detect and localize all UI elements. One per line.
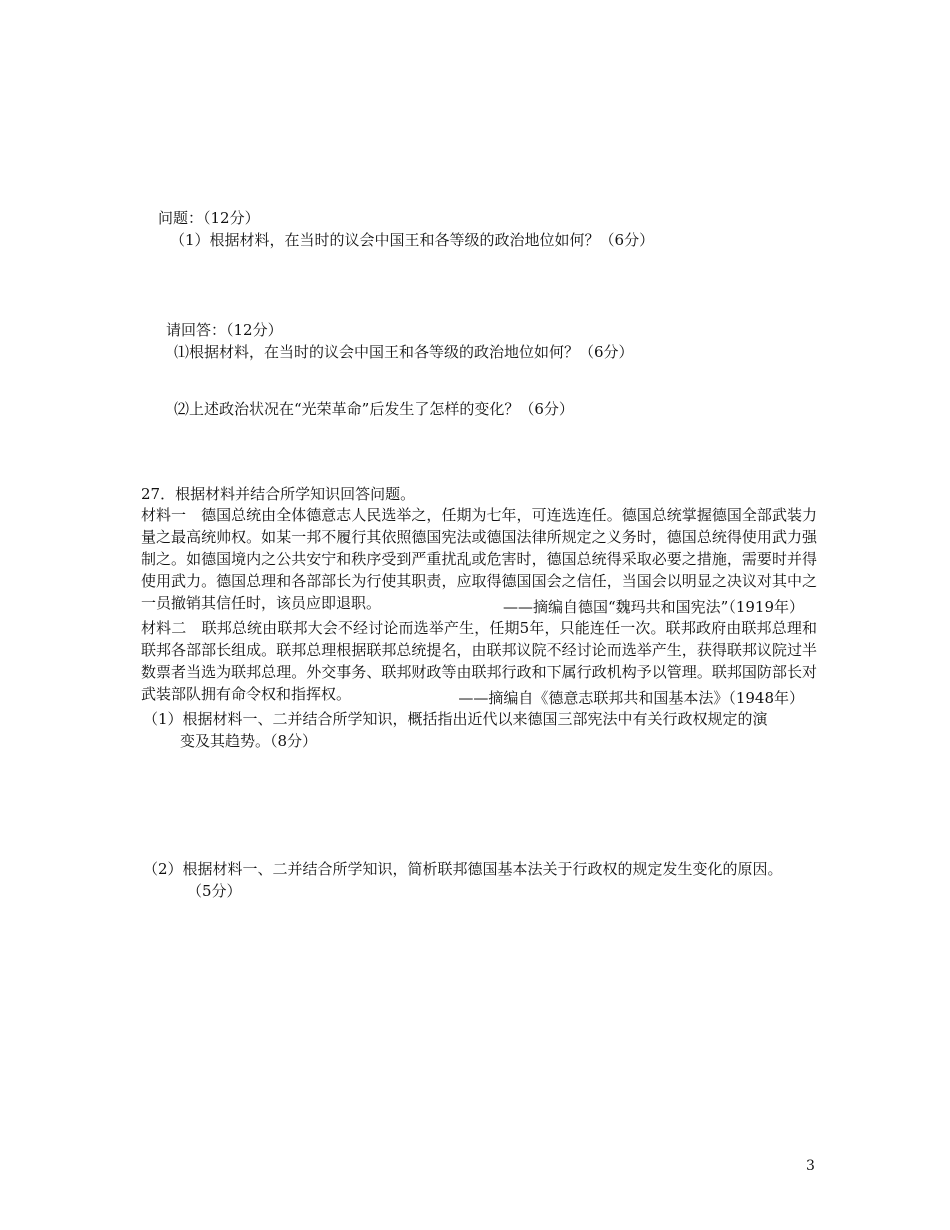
material-2-text: 材料二 联邦总统由联邦大会不经讨论而选举产生，任期5年，只能连任一次。联邦政府由联邦总理和联邦各部部长组成。联邦总理根据联邦总统提名，由联邦议院不经讨论而选举产生，获得联邦议院过半数票者当选为联邦总理。外交事务、联邦财政等由联邦行政和下属行政机构予以管理。联邦国防部长对武装部队拥有命令权和指挥权。 <box>141 619 817 703</box>
block2-question-1: ⑴根据材料，在当时的议会中国王和各等级的政治地位如何？（6分） <box>174 343 634 361</box>
material-1-text: 材料一 德国总统由全体德意志人民选举之，任期为七年，可连选连任。德国总统掌握德国全部武装力量之最高统帅权。如某一邦不履行其依照德国宪法或德国法律所规定之义务时，德国总统得使用武力强制之。如德国境内之公共安宁和秩序受到严重扰乱或危害时，德国总统得采取必要之措施，需要时并得使用武力。德国总理和各部部长为行使其职责，应取得德国国会之信任，当国会以明显之决议对其中之一员撤销其信任时，该员应即退职。 <box>141 506 817 612</box>
block2-question-2: ⑵上述政治状况在“光荣革命”后发生了怎样的变化？（6分） <box>174 400 574 418</box>
material-2-source: ——摘编自《德意志联邦共和国基本法》（1948年） <box>458 689 804 707</box>
page-number: 3 <box>806 1158 815 1174</box>
material-1-source: ——摘编自德国“魏玛共和国宪法”（1919年） <box>502 598 804 616</box>
sub-question-2-line-1: （2）根据材料一、二并结合所学知识，简析联邦德国基本法关于行政权的规定发生变化的原因。 <box>143 860 783 878</box>
sub-question-1-line-1: （1）根据材料一、二并结合所学知识，概括指出近代以来德国三部宪法中有关行政权规定的演 <box>143 710 768 728</box>
block1-heading: 问题：（12分） <box>158 209 260 227</box>
sub-question-2-line-2: （5分） <box>187 882 242 900</box>
sub-question-1-line-2: 变及其趋势。（8分） <box>180 732 318 750</box>
question-27-title: 27．根据材料并结合所学知识回答问题。 <box>141 485 416 503</box>
block1-question-1: （1）根据材料，在当时的议会中国王和各等级的政治地位如何？（6分） <box>170 231 655 249</box>
block2-heading: 请回答：（12分） <box>166 321 283 339</box>
